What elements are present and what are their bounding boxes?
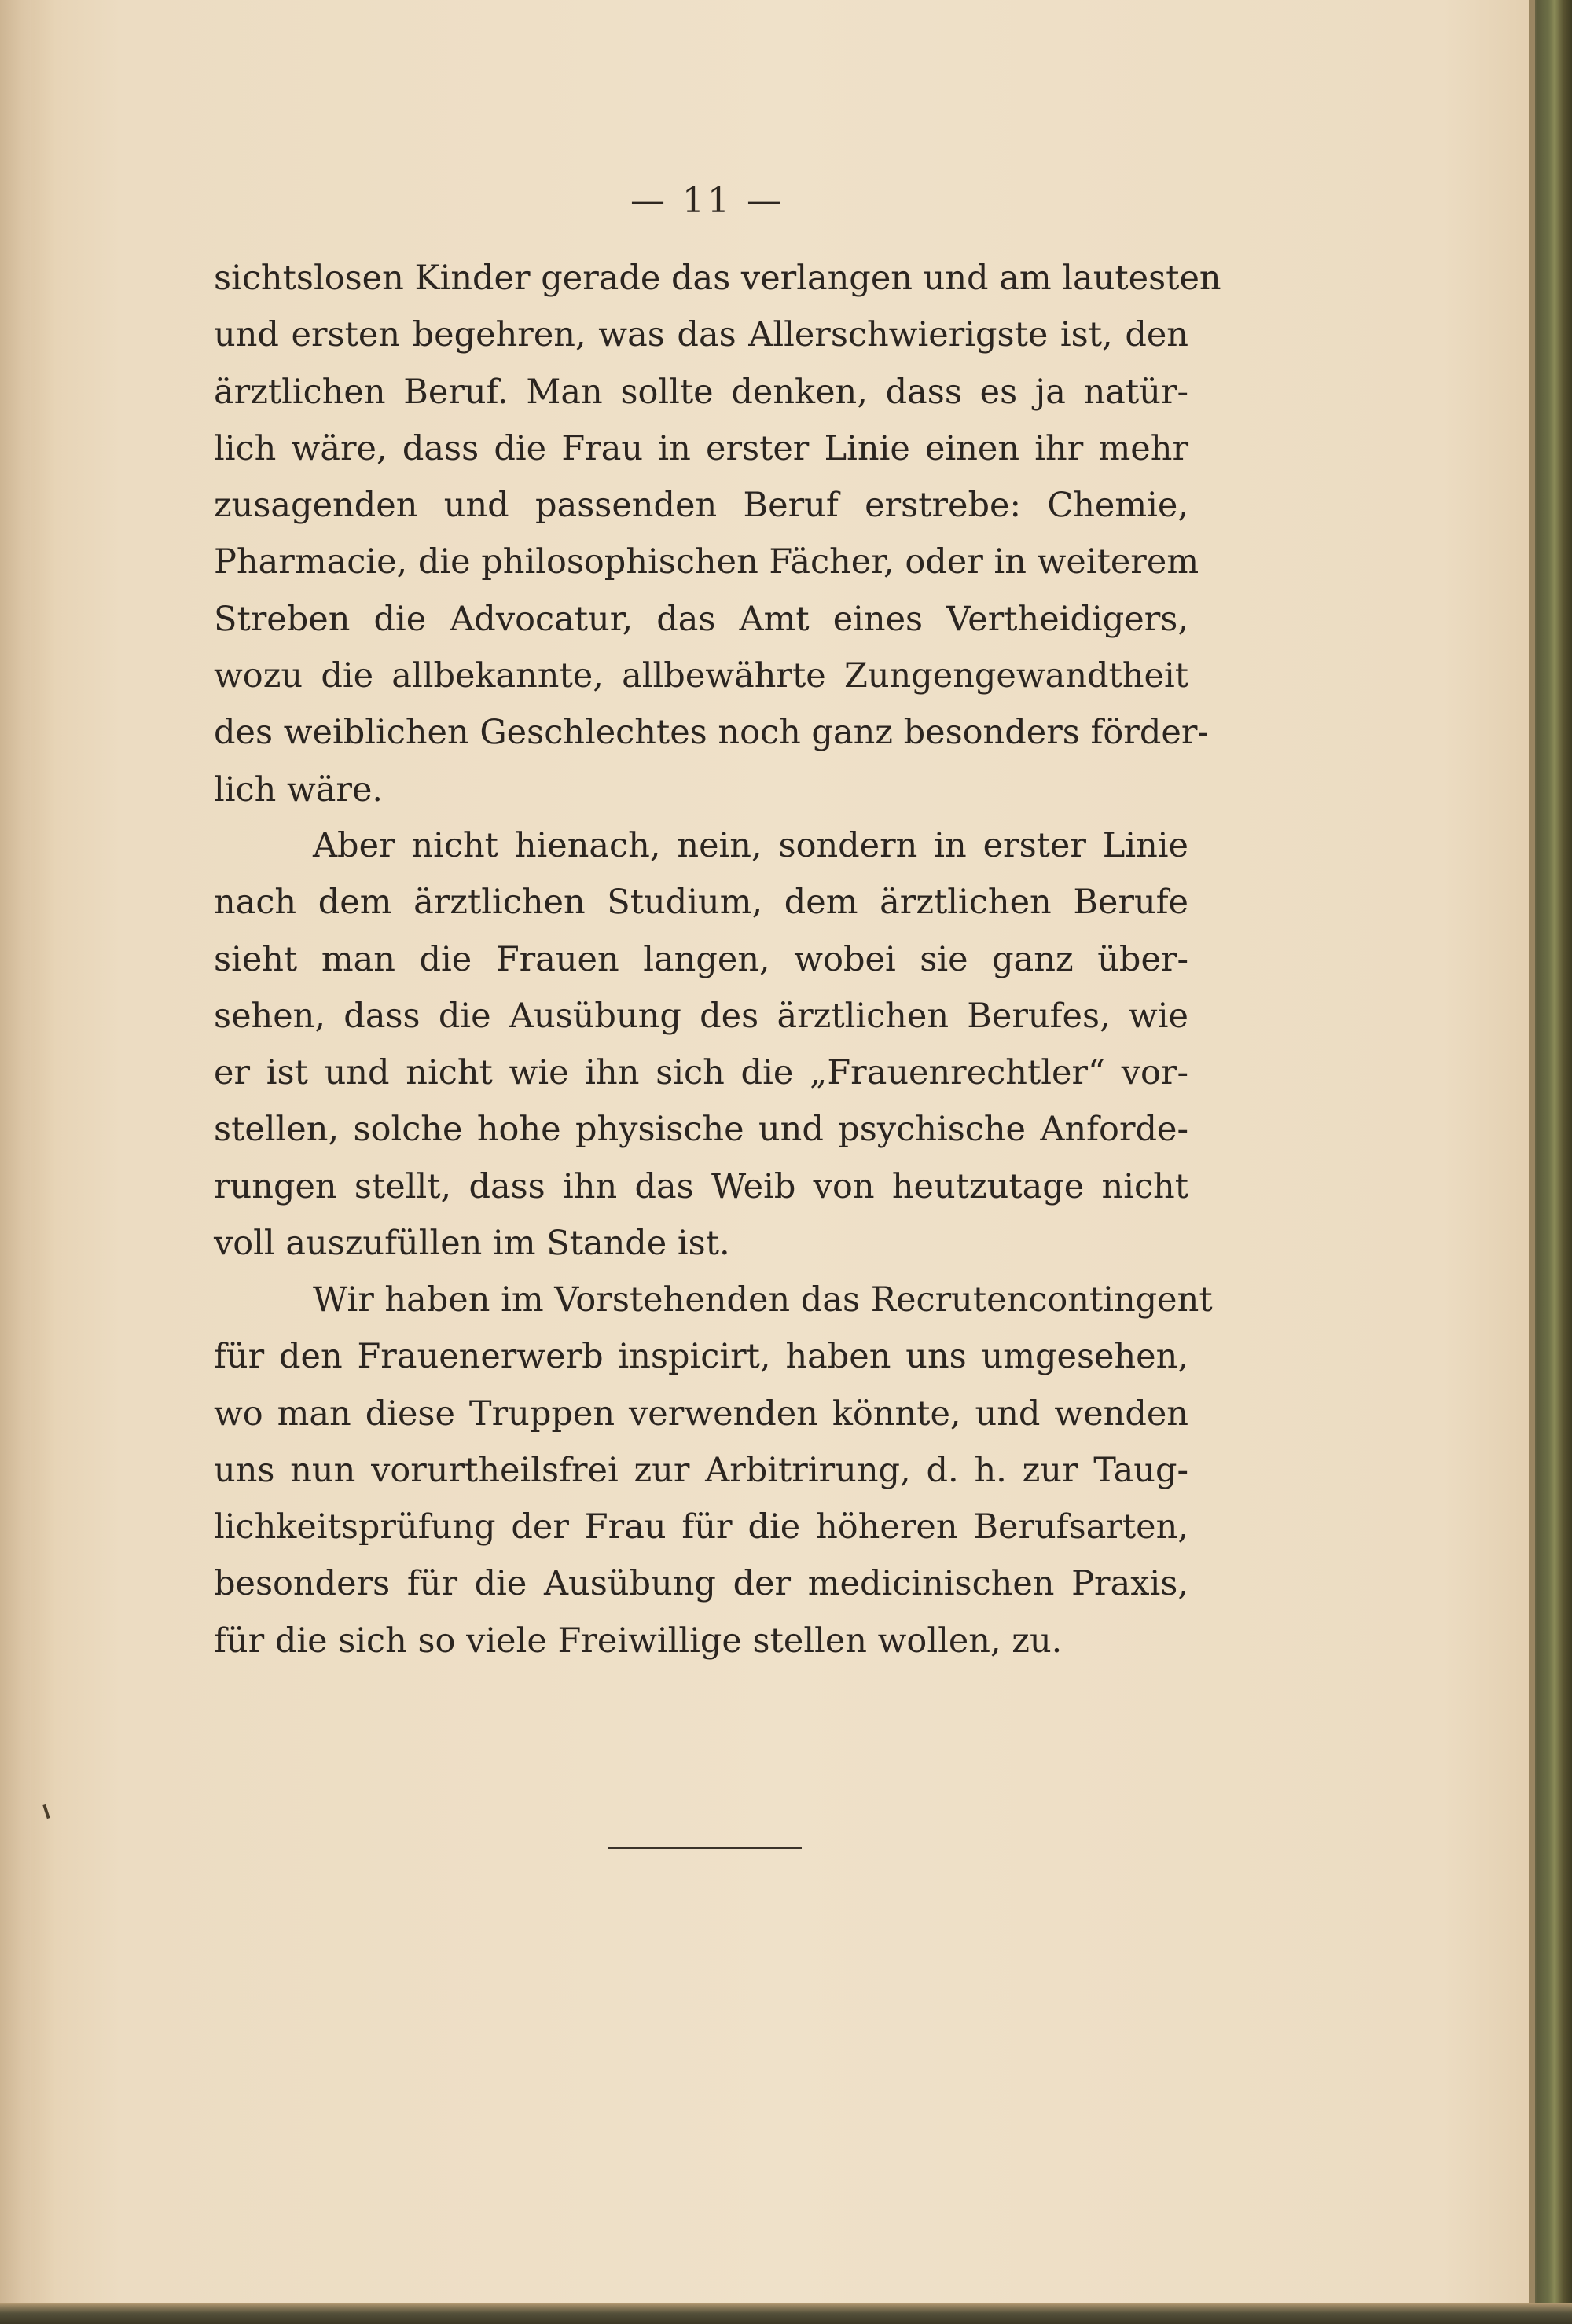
end-rule	[608, 1847, 802, 1849]
page-bottom-edge	[0, 2303, 1572, 2324]
text-line: voll auszufüllen im Stande ist.	[214, 1224, 730, 1264]
text-line: nach dem ärztlichen Studium, dem ärztlichen Berufe	[214, 883, 1188, 923]
text-line: er ist und nicht wie ihn sich die „Frauenrechtler“ vor-	[214, 1053, 1188, 1093]
text-line: des weiblichen Geschlechtes noch ganz besonders förder-	[214, 713, 1209, 753]
text-line: und ersten begehren, was das Allerschwierigste ist, den	[214, 315, 1188, 355]
text-line: ärztlichen Beruf. Man sollte denken, dass es ja natür-	[214, 372, 1188, 412]
text-line: Streben die Advocatur, das Amt eines Vertheidigers,	[214, 599, 1188, 639]
text-line: wo man diese Truppen verwenden könnte, und wenden	[214, 1393, 1188, 1434]
text-line: wozu die allbekannte, allbewährte Zungengewandtheit	[214, 656, 1188, 696]
text-line: lich wäre, dass die Frau in erster Linie einen ihr mehr	[214, 428, 1188, 468]
text-line: sehen, dass die Ausübung des ärztlichen Berufes, wie	[214, 996, 1188, 1036]
paragraph-3	[214, 1272, 1213, 1669]
text-line: Wir haben im Vorstehenden das Recrutencontingent	[313, 1280, 1213, 1320]
text-line: für die sich so viele Freiwillige stellen wollen, zu.	[214, 1621, 1063, 1661]
book-cover-edge	[1529, 0, 1572, 2324]
text-line: lich wäre.	[214, 769, 384, 810]
paragraph-1	[214, 250, 1221, 818]
text-line: sichtslosen Kinder gerade das verlangen und am lautesten	[214, 259, 1221, 298]
text-line: sieht man die Frauen langen, wobei sie ganz über-	[214, 939, 1188, 979]
text-line: Pharmacie, die philosophischen Fächer, oder in weiterem	[214, 542, 1199, 582]
text-line: Aber nicht hienach, nein, sondern in erster Linie	[313, 826, 1188, 865]
text-line: uns nun vorurtheilsfrei zur Arbitrirung, d. h. zur Taug-	[214, 1450, 1188, 1490]
gutter-shadow	[0, 0, 55, 2324]
text-line: für den Frauenerwerb inspicirt, haben uns umgesehen,	[214, 1337, 1188, 1377]
paragraph-2	[214, 817, 1188, 1272]
text-line: lichkeitsprüfung der Frau für die höheren Berufsarten,	[214, 1507, 1188, 1547]
text-line: zusagenden und passenden Beruf erstrebe: Chemie,	[214, 486, 1188, 526]
text-line: stellen, solche hohe physische und psychische Anforde-	[214, 1110, 1188, 1150]
page-number: — 11 —	[630, 181, 784, 221]
text-line: besonders für die Ausübung der medicinischen Praxis,	[214, 1564, 1188, 1604]
text-line: rungen stellt, dass ihn das Weib von heutzutage nicht	[214, 1166, 1188, 1206]
